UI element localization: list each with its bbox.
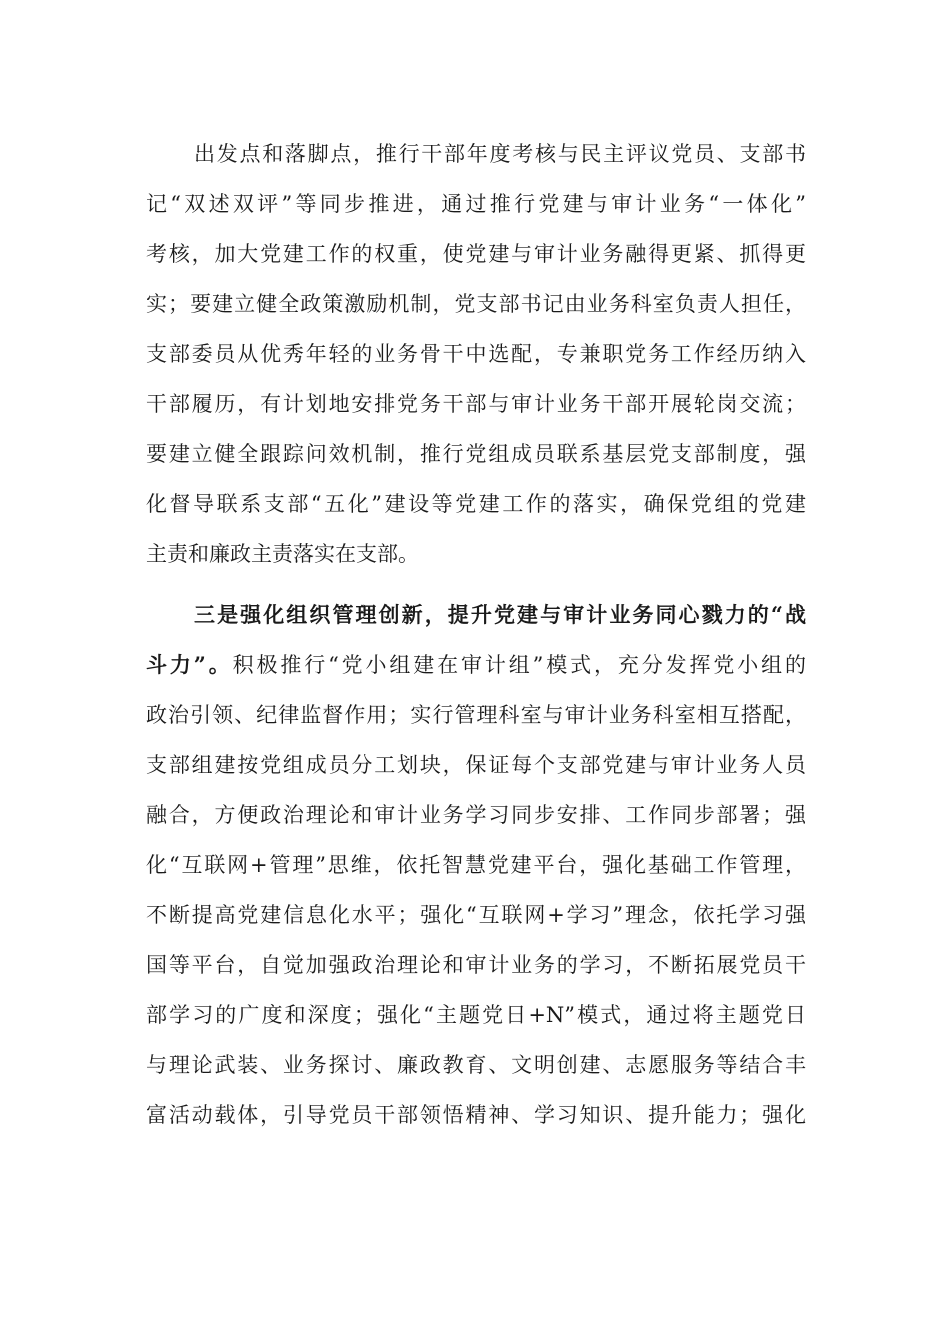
paragraph-line: 主责和廉政主责落实在支部。	[146, 542, 419, 566]
paragraph-line: 出发点和落脚点，推行干部年度考核与民主评议党员、支部书	[194, 142, 806, 166]
paragraph-2	[146, 590, 806, 1140]
heading-tail: 斗力”。	[146, 652, 233, 677]
paragraph-line: 不断提高党建信息化水平；强化“互联网+学习”理念，依托学习强	[146, 903, 806, 927]
paragraph-line: 融合，方便政治理论和审计业务学习同步安排、工作同步部署；强	[146, 803, 806, 827]
paragraph-line: 要建立健全跟踪问效机制，推行党组成员联系基层党支部制度，强	[146, 442, 806, 466]
paragraph-line: 与理论武装、业务探讨、廉政教育、文明创建、志愿服务等结合丰	[146, 1053, 806, 1077]
paragraph-line: 考核，加大党建工作的权重，使党建与审计业务融得更紧、抓得更	[146, 242, 806, 266]
paragraph-line: 干部履历，有计划地安排党务干部与审计业务干部开展轮岗交流；	[146, 392, 806, 416]
paragraph-line: 富活动载体，引导党员干部领悟精神、学习知识、提升能力；强化	[146, 1103, 806, 1127]
paragraph-line: 支部组建按党组成员分工划块，保证每个支部党建与审计业务人员	[146, 753, 806, 777]
paragraph-line: 化“互联网+管理”思维，依托智慧党建平台，强化基础工作管理，	[146, 853, 806, 877]
paragraph-line: 支部委员从优秀年轻的业务骨干中选配，专兼职党务工作经历纳入	[146, 342, 806, 366]
paragraph-line: 化督导联系支部“五化”建设等党建工作的落实，确保党组的党建	[146, 492, 806, 516]
paragraph-line: 政治引领、纪律监督作用；实行管理科室与审计业务科室相互搭配，	[146, 703, 806, 727]
paragraph-1	[146, 129, 806, 579]
heading-line-rest: 积极推行“党小组建在审计组”模式，充分发挥党小组的	[232, 653, 806, 677]
paragraph-line: 记“双述双评”等同步推进，通过推行党建与审计业务“一体化”	[146, 192, 806, 216]
paragraph-line: 部学习的广度和深度；强化“主题党日+N”模式，通过将主题党日	[146, 1003, 806, 1027]
paragraph-line: 实；要建立健全政策激励机制，党支部书记由业务科室负责人担任，	[146, 292, 806, 316]
paragraph-line	[146, 640, 806, 690]
paragraph-line: 国等平台，自觉加强政治理论和审计业务的学习，不断拓展党员干	[146, 953, 806, 977]
paragraph-heading-line: 三是强化组织管理创新，提升党建与审计业务同心戮力的“战	[194, 602, 806, 627]
